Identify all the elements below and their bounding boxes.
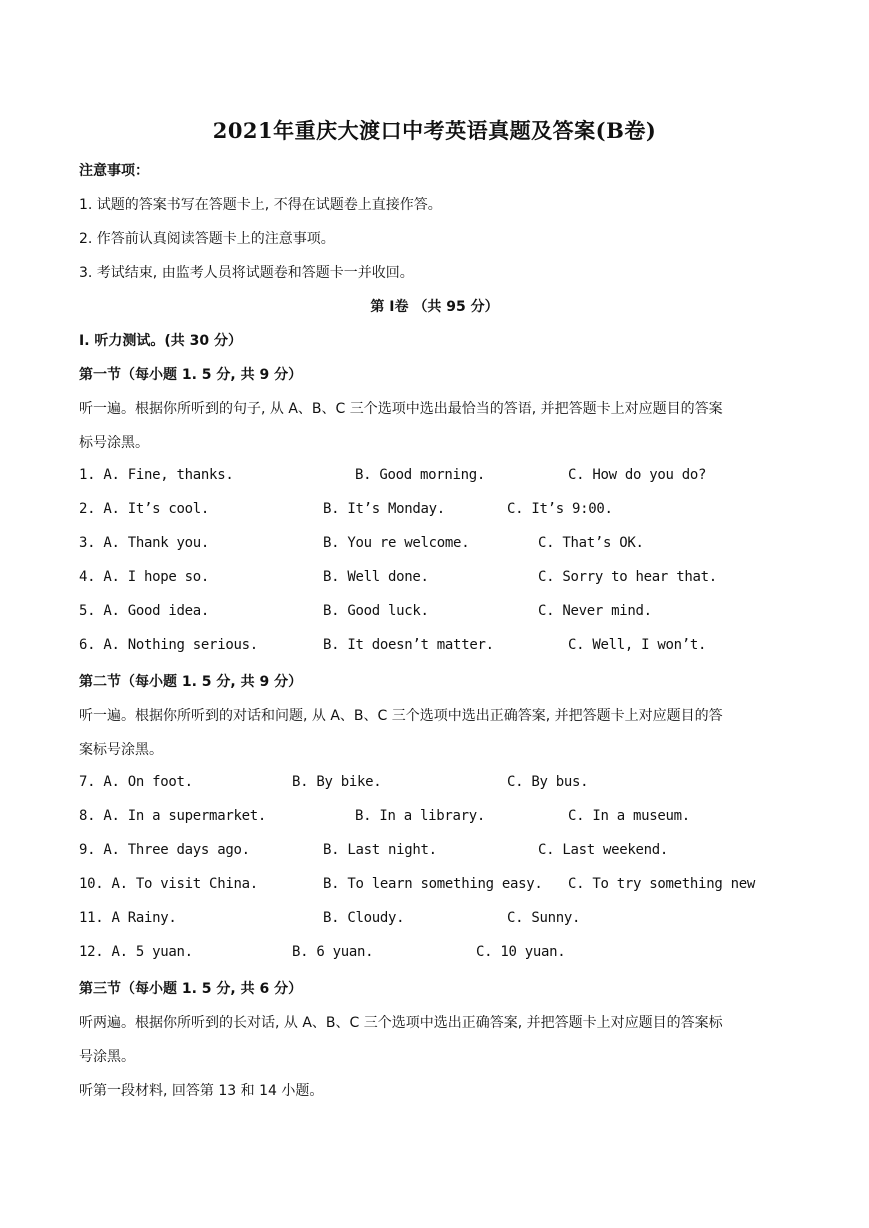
option-a: 11. A Rainy.	[79, 910, 177, 926]
section-instruction: 听两遍。根据你所听到的长对话, 从 A、B、C 三个选项中选出正确答案, 并把答题卡上对应题目的答案标	[79, 1015, 723, 1031]
option-a: 8. A. In a supermarket.	[79, 808, 266, 824]
option-b: B. Well done.	[323, 569, 429, 585]
option-a: 1. A. Fine, thanks.	[79, 467, 234, 483]
option-b: B. It’s Monday.	[323, 501, 445, 517]
page-title: 2021年重庆大渡口中考英语真题及答案(B卷)	[212, 118, 657, 143]
option-c: C. Well, I won’t.	[568, 637, 707, 653]
option-b: B. In a library.	[355, 808, 486, 824]
option-b: B. Last night.	[323, 842, 437, 858]
section-instruction: 听一遍。根据你所听到的句子, 从 A、B、C 三个选项中选出最恰当的答语, 并把答题卡上对应题目的答案	[79, 401, 723, 417]
option-a: 2. A. It’s cool.	[79, 501, 210, 517]
option-b: B. Cloudy.	[323, 910, 405, 926]
option-b: B. It doesn’t matter.	[323, 637, 494, 653]
option-c: C. Never mind.	[538, 603, 652, 619]
notice-heading: 注意事项：	[79, 163, 149, 179]
option-c: C. Sunny.	[507, 910, 581, 926]
option-b: B. You re welcome.	[323, 535, 470, 551]
section-instruction: 听一遍。根据你所听到的对话和问题, 从 A、B、C 三个选项中选出正确答案, 并把答题卡上对应题目的答	[79, 708, 723, 724]
option-a: 12. A. 5 yuan.	[79, 944, 193, 960]
option-c: C. 10 yuan.	[476, 944, 566, 960]
option-b: B. To learn something easy.	[323, 876, 543, 892]
option-c: C. How do you do?	[568, 467, 707, 483]
option-b: B. By bike.	[292, 774, 382, 790]
option-c: C. Last weekend.	[538, 842, 669, 858]
option-a: 7. A. On foot.	[79, 774, 193, 790]
section-heading: 第一节（每小题 1. 5 分, 共 9 分）	[79, 367, 303, 383]
option-a: 5. A. Good idea.	[79, 603, 210, 619]
option-b: B. Good luck.	[323, 603, 429, 619]
option-c: C. By bus.	[507, 774, 589, 790]
option-c: C. In a museum.	[568, 808, 690, 824]
option-b: B. 6 yuan.	[292, 944, 374, 960]
section-heading: 第二节（每小题 1. 5 分, 共 9 分）	[79, 674, 303, 690]
section-instruction: 案标号涂黑。	[79, 742, 163, 758]
volume-heading: 第 I卷 （共 95 分）	[370, 299, 499, 315]
option-c: C. That’s OK.	[538, 535, 644, 551]
section-instruction: 标号涂黑。	[79, 435, 149, 451]
notice-item: 3. 考试结束, 由监考人员将试题卷和答题卡一并收回。	[79, 265, 414, 281]
option-b: B. Good morning.	[355, 467, 486, 483]
section-note: 听第一段材料, 回答第 13 和 14 小题。	[79, 1083, 324, 1099]
option-c: C. It’s 9:00.	[507, 501, 613, 517]
section-instruction: 号涂黑。	[79, 1049, 135, 1065]
notice-item: 1. 试题的答案书写在答题卡上, 不得在试题卷上直接作答。	[79, 197, 442, 213]
section-heading: 第三节（每小题 1. 5 分, 共 6 分）	[79, 981, 303, 997]
option-a: 10. A. To visit China.	[79, 876, 258, 892]
option-a: 9. A. Three days ago.	[79, 842, 250, 858]
option-a: 3. A. Thank you.	[79, 535, 210, 551]
option-a: 4. A. I hope so.	[79, 569, 210, 585]
option-c: C. To try something new	[568, 876, 755, 892]
part-heading: I. 听力测试。(共 30 分）	[79, 333, 243, 349]
option-c: C. Sorry to hear that.	[538, 569, 717, 585]
notice-item: 2. 作答前认真阅读答题卡上的注意事项。	[79, 231, 335, 247]
option-a: 6. A. Nothing serious.	[79, 637, 258, 653]
